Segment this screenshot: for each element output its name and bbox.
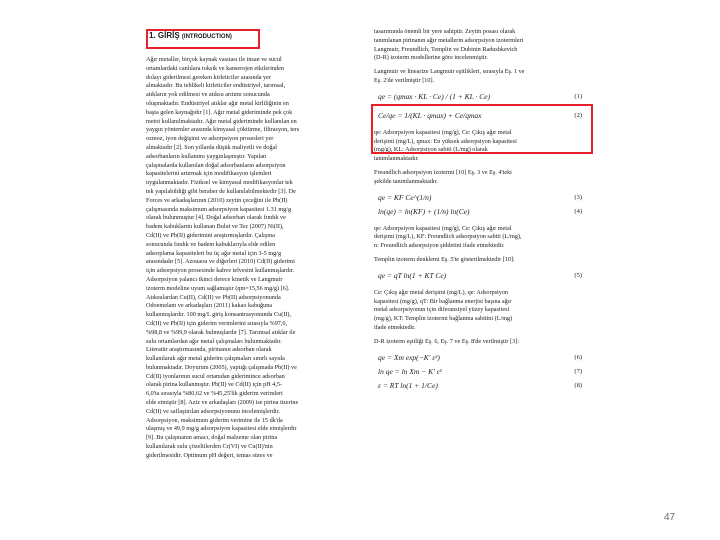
left-text-line: kapasitelerini artırmak için modifikasyon işlemleri <box>146 170 272 178</box>
section-number: 1. GİRİŞ <box>149 31 180 40</box>
langmuir-intro <box>374 68 586 86</box>
left-text-line: elde etmiştir [8]. Aziz ve arkadaşları (2009) ise pirina üzerine <box>146 399 299 407</box>
freundlich-intro-line: Freundlich adsorpsiyon izotermi [10] Eş. 3 ve Eş. 4'teki <box>374 168 512 176</box>
left-text-line: dolayı giderilmesi gereken kirleticiler arasında yer <box>146 73 271 81</box>
left-text-line: giderilmesidir. Optimum pH değeri, temas süres ve <box>146 451 273 459</box>
left-text-line: izoterm modeline uyum sağlamıştır (qm=15,56 mg/g) [6]. <box>146 284 290 292</box>
templin-def-line: (mg/g), KT: Templin izotermi bağlanma sabitini (L/mg) <box>374 315 513 323</box>
left-text-line: arasındadır [5]. Azouaou ve diğerleri (2010) Cd(II) giderimi <box>146 258 295 266</box>
left-text-line: ortamlardaki canlılara toksik ve kanserojen etkilerinden <box>146 64 284 72</box>
left-text-line: Cd(II) ve Pb(II) için giderim verimlerini sırasıyla %97,6, <box>146 319 288 327</box>
templin-definitions <box>374 289 586 333</box>
equations-highlight-box <box>371 104 593 154</box>
intro-line: tasarımında önemli bir yere sahiptir. Zeytin posası olarak <box>374 28 516 35</box>
langmuir-def-line: (mg/g), KL: Adsorpsiyon sabiti (L/mg) olarak <box>374 146 488 154</box>
freundlich-intro <box>374 169 586 187</box>
templin-intro-line: Templin izoterm denklemi Eş. 5'te gösterilmektedir [10]: <box>374 255 515 263</box>
langmuir-intro-line: Eş. 2'de verilmiştir [10]. <box>374 76 435 84</box>
templin-def-line: kapasitesi (mg/g), qT: Bir bağlanma enerjisi başına ağır <box>374 297 512 305</box>
left-text-line: bulunmaktadır. Doyurum (2005), yaptığı çalışmada Pb(II) ve <box>146 363 297 371</box>
equation-3 <box>374 192 586 206</box>
equation-6-expression: qe = Xm exp(−K' ε²) <box>378 352 440 362</box>
equation-5-expression: qe = qT ln(1 + KT Ce) <box>378 270 447 280</box>
equation-3-number: (3) <box>574 193 582 201</box>
equation-2-expression: Ce/qe = 1/(KL · qmax) + Ce/qmax <box>378 110 482 120</box>
equation-8-number: (8) <box>574 381 582 389</box>
freundlich-def-line: n: Freundlich adsorpsiyon şiddetini ifade etmektedir. <box>374 242 505 250</box>
left-text-line: ulaşmış ve 49,9 mg/g adsorpsiyon kapasitesi elde etmişlerdir <box>146 425 297 433</box>
left-text-line: almaktadır. Bu tehlikeli kirleticiler endüstriyel, tarımsal, <box>146 82 286 90</box>
page-number: 47 <box>664 512 676 523</box>
left-text-line: Atıksulardan Cu(II), Cd(II) ve Pb(II) adsorpsiyonunda <box>146 293 281 301</box>
templin-def-line: Ce: Çıkış ağır metal derişimi (mg/L), qe: Adsorpsiyon <box>374 288 509 296</box>
left-text-line: Cd(II) ve saflaştırılan adsorpsiyonunu incelemişlerdir. <box>146 407 280 415</box>
freundlich-def-line: derişimi (mg/L), KF: Freundlich adsorpsiyon sabiti (L/mg), <box>374 233 522 241</box>
equation-4 <box>374 206 586 220</box>
left-text-line: metot kullanılmaktadır. Ağır metal gideriminde kullanılan en <box>146 117 297 125</box>
equation-8 <box>374 380 586 394</box>
equation-6 <box>374 352 586 366</box>
intro-line: tanımlanan pirinanın ağır metallerin adsorpsiyon izotermleri <box>374 36 524 44</box>
left-text-line: kullanılarak ağır metal giderim çalışmaları sınırlı sayıda <box>146 355 285 363</box>
templin-intro <box>374 256 586 265</box>
left-text-line: Literatür araştırmasında, pirinanın adsorban olarak <box>146 346 272 354</box>
equation-7 <box>374 366 586 380</box>
left-text-line: kullanmışlardır. 100 mg/L giriş konsantrasyonunda Cu(II), <box>146 311 291 319</box>
left-text-line: olarak pirina kullanmıştır. Pb(II) ve Cd(II) için pH 4,5- <box>146 381 283 389</box>
langmuir-def-line: tanımlanmaktadır. <box>374 155 419 163</box>
left-text-line: atıkların yok edilmesi ve atıksu arıtımı sonucunda <box>146 91 270 99</box>
left-text-line: almaktadır [2]. Son yıllarda düşük maliyetli ve doğal <box>146 143 277 151</box>
equation-7-number: (7) <box>574 367 582 375</box>
left-text-line: için adsorpsiyon prosesinde kahve telvesini kullanmışlardır. <box>146 267 295 275</box>
left-text-line: Adsorpsiyon yalancı ikinci derece kinetik ve Langmuir <box>146 275 283 283</box>
left-text-line: sulu ortamlardan ağır metal çalışmaları bulunmaktadır. <box>146 337 282 345</box>
left-text-line: sonucunda fındık ve badem kabuklarıyla elde edilen <box>146 240 276 248</box>
left-text-line: kullanılarak sulu çözeltilerden Cr(VI) ve Cu(II)'nin <box>146 443 273 451</box>
left-text-line: %98,8 ve %99,9 olarak bulmuşlardır [7]. Tarımsal atıklar ile <box>146 328 296 336</box>
freundlich-definitions <box>374 225 586 251</box>
left-text-line: adsorplama kapasiteleri bu üç ağır metal için 3-5 mg/g <box>146 249 282 257</box>
left-text-line: Forces ve arkadaşlarının (2010) zeytin çeceğini ile Pb(II) <box>146 196 288 204</box>
left-text-line: oluşmaktadır. Endüstriyel atıklar ağır metal kirliliğinin en <box>146 99 289 107</box>
left-body-text <box>146 56 356 461</box>
left-text-line: Ağır metaller, birçok kaynak vasıtası ile insan ve sucul <box>146 56 282 63</box>
left-text-line: Cd(II) iyonlarının sucul ortamdan giderimince adsorban <box>146 372 285 380</box>
equation-5 <box>374 270 586 284</box>
heading-highlight-box <box>146 29 260 49</box>
left-text-line: Adsorpsiyon, maksimum giderim verimine ile 15 dk'da <box>146 416 283 424</box>
equation-5-number: (5) <box>574 271 582 279</box>
equation-3-expression: qe = KF Ce^(1/n) <box>378 192 432 202</box>
left-text-line: badem kabuklarını kullanan Bulut ve Tez (2007) Ni(II), <box>146 223 284 231</box>
equation-1 <box>374 91 586 105</box>
langmuir-def-line: derişimi (mg/L), qmax: En yüksek adsorpsiyon kapasitesi <box>374 137 517 145</box>
left-text-line: yaygın yöntemler arasında kimyasal çöktürme, filtrasyon, ters <box>146 126 300 134</box>
equation-7-expression: ln qe = ln Xm − K' ε² <box>378 366 442 376</box>
equation-6-number: (6) <box>574 353 582 361</box>
left-text-line: adsorbanların kullanımı yaygınlaşmıştır. Yapılan <box>146 152 267 160</box>
left-text-line: çalışmasında maksimum adsorpsiyon kapasitesi 1.31 mg/g <box>146 205 292 213</box>
freundlich-intro-line: şekilde tanımlanmaktadır. <box>374 177 438 185</box>
left-text-line: [9]. Bu çalışmanın amacı, doğal malzeme olan pirina <box>146 434 278 442</box>
left-text-line: tek yapılabildiği gibi beraber de kullanılabilmektedir [3]. De <box>146 187 296 195</box>
left-text-line: ozmoz, iyon değişimi ve adsorpsiyon prosesleri yer <box>146 135 274 143</box>
left-text-line: 6,0'ta sırasıyla %80,62 ve %45,25'lik giderim verimleri <box>146 390 283 398</box>
equation-4-number: (4) <box>574 207 582 215</box>
section-subtitle: (INTRODUCTION) <box>181 34 232 40</box>
right-column <box>374 28 586 394</box>
intro-line: (D-R) izoterm modellerine göre incelenmiştir. <box>374 54 488 62</box>
equation-2-number: (2) <box>574 111 582 119</box>
left-text-line: başta gelen kaynağıdır [1]. Ağır metal gideriminde pek çok <box>146 108 293 116</box>
equation-8-expression: ε = RT ln(1 + 1/Ce) <box>378 380 438 390</box>
left-text-line: olarak bulunmuştur [4]. Doğal adsorban olarak fındık ve <box>146 214 286 222</box>
dr-intro-line: D-R izoterm eşitliği Eş. 6, Eş. 7 ve Eş. 8'de verilmiştir [3]: <box>374 337 519 345</box>
dr-intro <box>374 338 586 347</box>
intro-paragraph <box>374 28 586 63</box>
intro-line: Langmuir, Freundlich, Templin ve Dubinin Radushkevich <box>374 45 518 53</box>
left-column <box>146 56 356 461</box>
templin-def-line: metal adsorpsiyonun için diferansiyel yüzey kapasitesi <box>374 306 510 314</box>
equation-4-expression: ln(qe) = ln(KF) + (1/n) ln(Ce) <box>378 206 470 216</box>
left-text-line: uygulanmaktadır. Fiziksel ve kimyasal modifikasyonlar tek <box>146 179 293 187</box>
equation-1-expression: qe = (qmax · KL · Ce) / (1 + KL · Ce) <box>378 91 491 101</box>
left-text-line: Odoemelam ve arkadaşları (2011) kakao kabuğuna <box>146 302 273 310</box>
equation-1-number: (1) <box>574 92 582 100</box>
left-text-line: çalışmalarda kullanılan doğal adsorbanların adsorpsiyon <box>146 161 286 169</box>
templin-def-line: ifade etmektedir. <box>374 323 416 331</box>
langmuir-def-line: qe: Adsorpsiyon kapasitesi (mg/g), Ce: Çıkış ağır metal <box>374 128 512 136</box>
langmuir-intro-line: Langmuir ve linearize Langmuir eşitlikleri, sırasıyla Eş. 1 ve <box>374 68 525 76</box>
left-text-line: Cd(II) ve Pb(II) giderimini araştırmışlardır. Çalışma <box>146 231 275 239</box>
freundlich-def-line: qe: Adsorpsiyon kapasitesi (mg/g), Ce: Çıkış ağır metal <box>374 224 512 232</box>
